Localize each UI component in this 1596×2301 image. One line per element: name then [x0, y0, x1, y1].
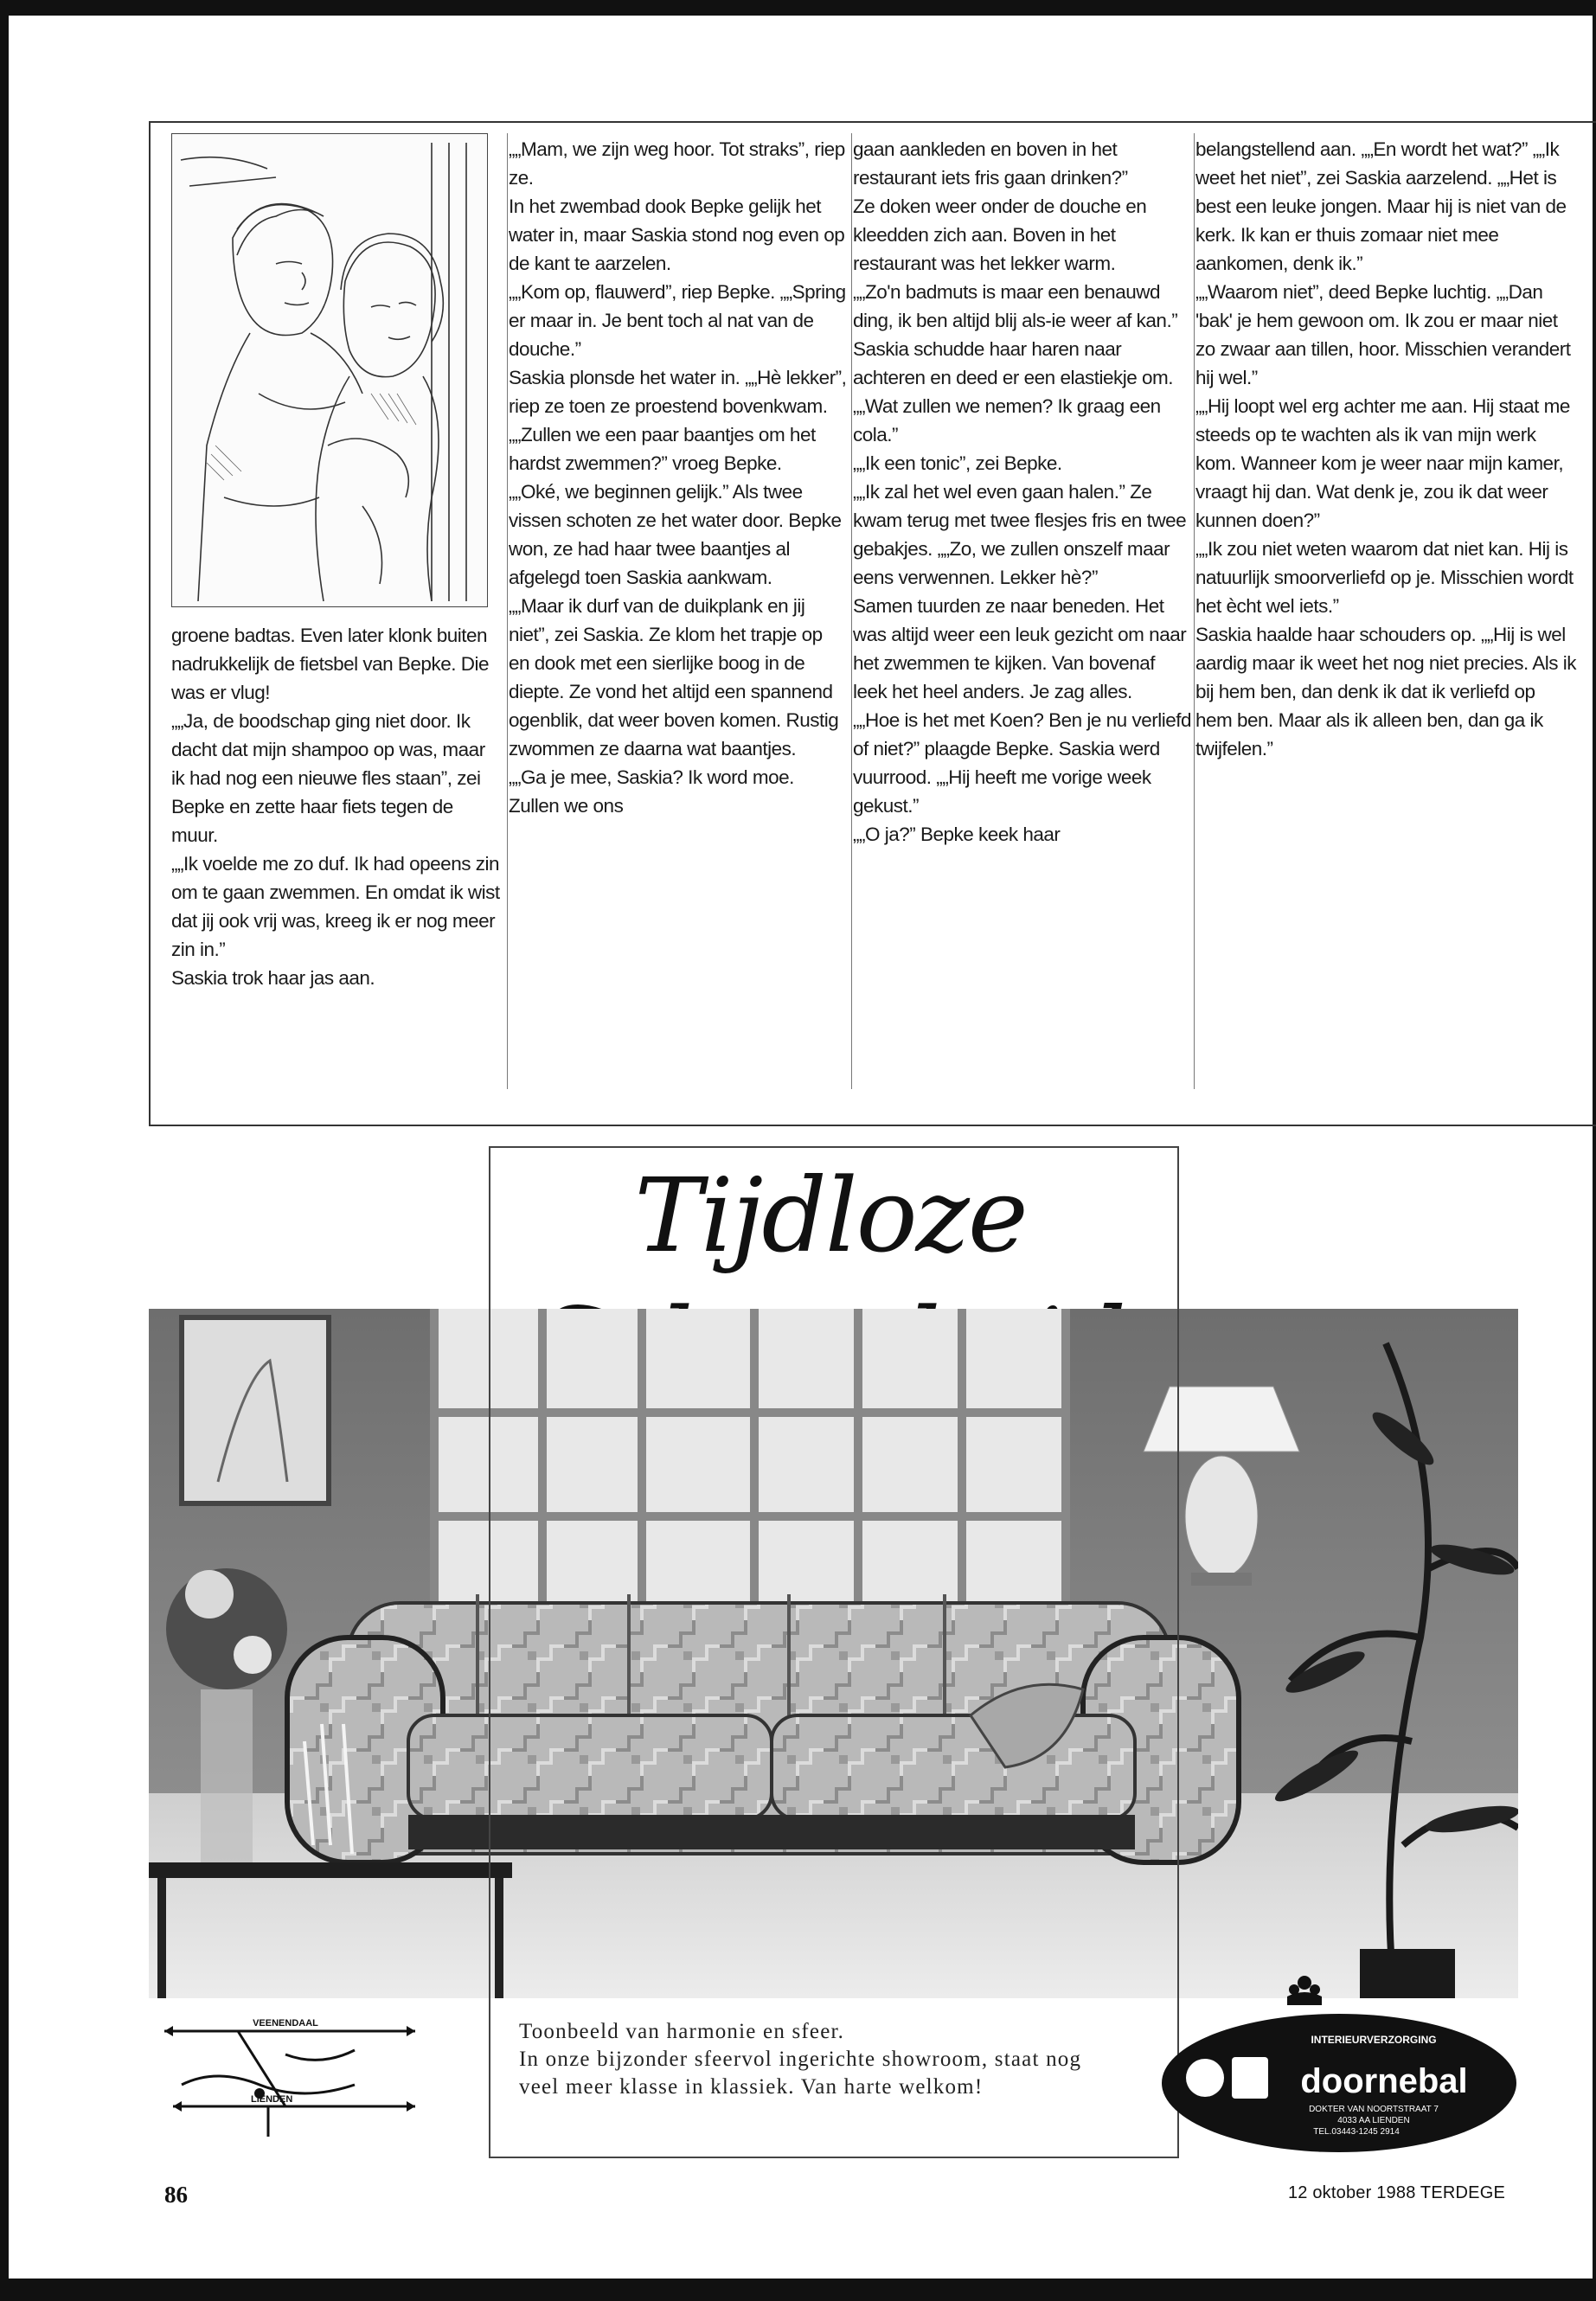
doornebal-logo [1157, 1971, 1521, 2157]
story-column-2 [509, 135, 848, 820]
story-paragraph: „„Zullen we een paar baantjes om het hardst zwemmen?” vroeg Bepke. [509, 424, 816, 474]
story-paragraph: gaan aankleden en boven in het restaurant iets fris gaan drinken?” [853, 138, 1128, 189]
story-paragraph: „„Oké, we beginnen gelijk.” Als twee vissen schoten ze het water door. Bepke won, ze had haar twee baantjes al afgelegd toen Saskia aankwam. [509, 481, 842, 588]
logo-address-street: DOKTER VAN NOORTSTRAAT 7 [1309, 2105, 1439, 2114]
story-paragraph: Ze doken weer onder de douche en kleedden zich aan. Boven in het restaurant was het lekker warm. [853, 195, 1147, 274]
logo-tagline: INTERIEURVERZORGING [1311, 2034, 1437, 2046]
sofa-photo [149, 1309, 1518, 1998]
ad-copy-line: Toonbeeld van harmonie en sfeer. [519, 2020, 845, 2043]
story-paragraph: „„O ja?” Bepke keek haar [853, 824, 1061, 845]
story-paragraph: „„Ik zou niet weten waarom dat niet kan. Hij is natuurlijk smoorverliefd op je. Misschien wordt het ècht wel iets.” [1195, 538, 1574, 617]
story-paragraph: In het zwembad dook Bepke gelijk het water in, maar Saskia stond nog even op de kant te aarzelen. [509, 195, 845, 274]
ad-headline: Tijdloze [634, 1156, 1027, 1275]
story-paragraph: „„Ja, de boodschap ging niet door. Ik dacht dat mijn shampoo op was, maar ik had nog een nieuwe fles staan”, zei Bepke en zette haar fiets tegen de muur. [171, 710, 485, 846]
ad-copy [519, 2018, 1125, 2101]
story-column-3 [853, 135, 1192, 849]
story-illustration [171, 133, 488, 607]
couple-illustration [172, 134, 488, 607]
story-paragraph: groene badtas. Even later klonk buiten nadrukkelijk de fietsbel van Bepke. Die was er vlug! [171, 625, 489, 703]
story-paragraph: „„Wat zullen we nemen? Ik graag een cola.” [853, 395, 1161, 445]
story-paragraph: „„Kom op, flauwerd”, riep Bepke. „„Spring er maar in. Je bent toch al nat van de douche.” [509, 281, 846, 360]
logo-phone: TEL.03443-1245 2914 [1313, 2127, 1400, 2137]
story-paragraph: Saskia trok haar jas aan. [171, 967, 375, 989]
footer-date-publication: 12 oktober 1988 TERDEGE [1287, 2183, 1505, 2202]
page-frame-bottom [0, 2279, 1596, 2301]
page-frame-left [0, 0, 9, 2301]
living-room-photo [149, 1309, 1518, 1998]
story-column-4 [1195, 135, 1576, 763]
story-section [149, 121, 1596, 1126]
logo-address-city: 4033 AA LIENDEN [1337, 2116, 1410, 2125]
story-paragraph: Saskia haalde haar schouders op. „„Hij is wel aardig maar ik weet het nog niet precies. Als ik bij hem ben, dan denk ik dat ik verliefd op hem ben. Maar als ik alleen ben, dan ga ik twijfelen.” [1195, 624, 1576, 760]
route-map-drawing [156, 2016, 431, 2145]
story-paragraph: Saskia plonsde het water in. „„Hè lekker”, riep ze toen ze proestend bovenkwam. [509, 367, 847, 417]
story-paragraph: „„Ga je mee, Saskia? Ik word moe. Zullen we ons [509, 766, 794, 817]
story-paragraph: „„Mam, we zijn weg hoor. Tot straks”, riep ze. [509, 138, 845, 189]
story-paragraph: „„Zo'n badmuts is maar een benauwd ding, ik ben altijd blij als-ie weer af kan.” Saskia schudde haar haren naar achteren en deed er een elastiekje om. [853, 281, 1178, 388]
story-paragraph: belangstellend aan. „„En wordt het wat?” „„Ik weet het niet”, zei Saskia aarzelend. „„Het is best een leuke jongen. Maar hij is niet van de kerk. Ik kan er thuis zomaar niet mee aankomen, denk ik.” [1195, 138, 1567, 274]
story-paragraph: „„Ik een tonic”, zei Bepke. [853, 452, 1062, 474]
story-paragraph: „„Ik zal het wel even gaan halen.” Ze kwam terug met twee flesjes fris en twee gebakjes. „„Zo, we zullen onszelf maar eens verwennen. Lekker hè?” [853, 481, 1187, 588]
story-paragraph: „„Maar ik durf van de duikplank en jij niet”, zei Saskia. Ze klom het trapje op en dook met een sierlijke boog in de diepte. Ze vond het altijd een spannend ogenblik, dat weer boven komen. Rustig zwommen ze daarna wat baantjes. [509, 595, 839, 760]
logo-brand-name: doornebal [1300, 2062, 1468, 2100]
ad-copy-line: In onze bijzonder sfeervol ingerichte showroom, staat nog veel meer klasse in klassiek. Van harte welkom! [519, 2048, 1082, 2099]
doornebal-logo-mark [1157, 1971, 1521, 2157]
column-rule [851, 133, 852, 1089]
story-paragraph: „„Hoe is het met Koen? Ben je nu verliefd of niet?” plaagde Bepke. Saskia werd vuurrood. „„Hij heeft me vorige week gekust.” [853, 709, 1191, 817]
page-number: 86 [164, 2182, 188, 2208]
map-label-veenendaal: VEENENDAAL [253, 2018, 318, 2029]
column-rule [1194, 133, 1195, 1089]
story-paragraph: „„Ik voelde me zo duf. Ik had opeens zin om te gaan zwemmen. En omdat ik wist dat jij ook vrij was, kreeg ik er nog meer zin in.” [171, 853, 500, 960]
story-paragraph: „„Waarom niet”, deed Bepke luchtig. „„Dan 'bak' je hem gewoon om. Ik zou er maar niet zo zwaar aan tillen, hoor. Misschien verandert hij wel.” [1195, 281, 1571, 388]
story-paragraph: Samen tuurden ze naar beneden. Het was altijd weer een leuk gezicht om naar het zwemmen te kijken. Van bovenaf leek het heel anders. Je zag alles. [853, 595, 1187, 702]
route-map [156, 2016, 431, 2145]
page-frame-top [0, 0, 1596, 16]
map-label-lienden: LIENDEN [251, 2094, 293, 2105]
story-paragraph: „„Hij loopt wel erg achter me aan. Hij staat me steeds op te wachten als ik van mijn werk kom. Wanneer kom je weer naar mijn kamer, vraagt hij dan. Wat denk je, zou ik dat weer kunnen doen?” [1195, 395, 1570, 531]
column-rule [507, 133, 508, 1089]
